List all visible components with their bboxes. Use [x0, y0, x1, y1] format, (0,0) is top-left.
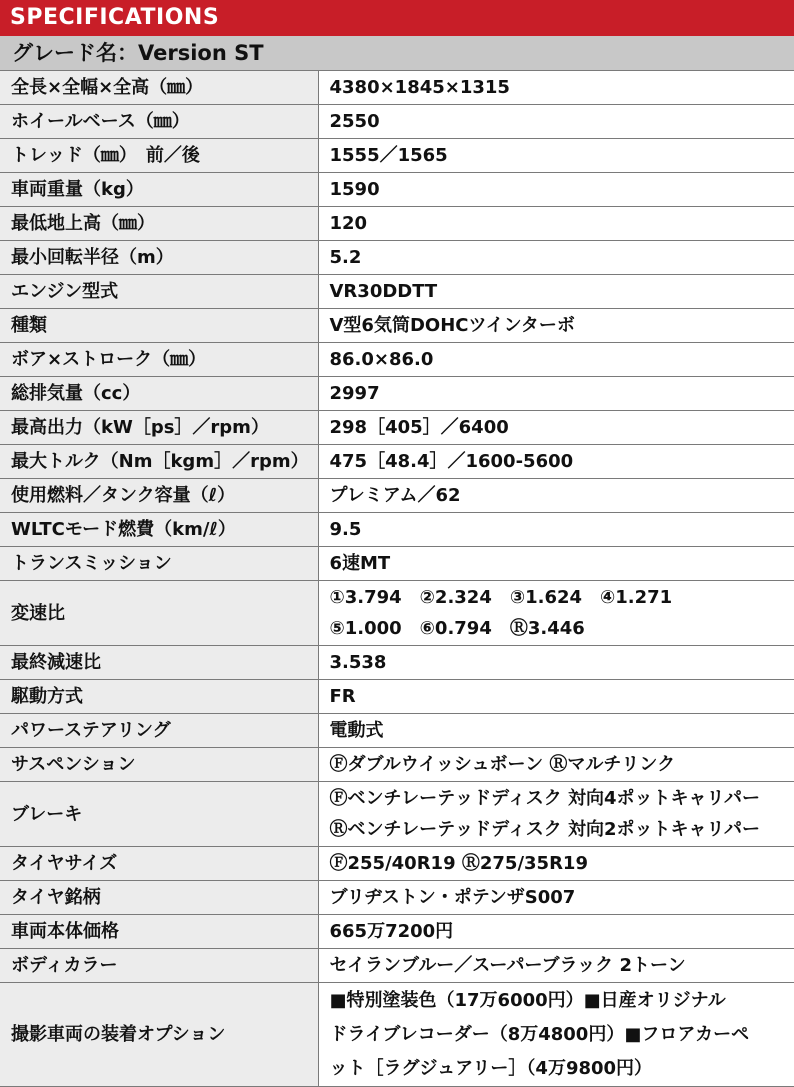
- spec-label: 総排気量（cc）: [0, 377, 318, 411]
- spec-label: 車両重量（kg）: [0, 173, 318, 207]
- spec-row: [0, 646, 794, 680]
- spec-value-line: ⑤1.000 ⑥0.794 Ⓡ3.446: [330, 613, 794, 644]
- spec-value-line: 475［48.4］／1600-5600: [330, 445, 794, 478]
- spec-label: 駆動方式: [0, 680, 318, 714]
- spec-value-line: 5.2: [330, 241, 794, 274]
- spec-value-line: Ⓕベンチレーテッドディスク 対向4ポットキャリパー: [330, 783, 794, 814]
- spec-label: 最終減速比: [0, 646, 318, 680]
- section-header: SPECIFICATIONS: [0, 0, 794, 36]
- spec-label: 使用燃料／タンク容量（ℓ）: [0, 479, 318, 513]
- spec-row: [0, 680, 794, 714]
- spec-value: [318, 714, 794, 748]
- spec-row: [0, 207, 794, 241]
- spec-row: [0, 581, 794, 646]
- spec-row: [0, 782, 794, 847]
- spec-row: [0, 343, 794, 377]
- spec-value-line: 120: [330, 207, 794, 240]
- spec-value: [318, 949, 794, 983]
- spec-row: [0, 513, 794, 547]
- spec-value: [318, 445, 794, 479]
- spec-value: [318, 411, 794, 445]
- spec-label: パワーステアリング: [0, 714, 318, 748]
- spec-label: エンジン型式: [0, 275, 318, 309]
- spec-value: [318, 309, 794, 343]
- spec-value-line: 4380×1845×1315: [330, 71, 794, 104]
- spec-value: [318, 207, 794, 241]
- spec-row: [0, 748, 794, 782]
- spec-label: ブレーキ: [0, 782, 318, 847]
- spec-value-line: ブリヂストン・ポテンザS007: [330, 881, 794, 914]
- spec-table: [0, 71, 794, 1087]
- spec-row: [0, 847, 794, 881]
- spec-row: [0, 377, 794, 411]
- spec-value: [318, 782, 794, 847]
- spec-value: [318, 547, 794, 581]
- spec-value: [318, 847, 794, 881]
- spec-value-line: 2550: [330, 105, 794, 138]
- spec-label: 最低地上高（㎜）: [0, 207, 318, 241]
- spec-row: [0, 173, 794, 207]
- spec-label: ボディカラー: [0, 949, 318, 983]
- spec-value-line: ■特別塗装色（17万6000円）■日産オリジナル: [330, 984, 794, 1018]
- spec-label: ボア×ストローク（㎜）: [0, 343, 318, 377]
- spec-value-line: 6速MT: [330, 547, 794, 580]
- spec-label: 最高出力（kW［ps］／rpm）: [0, 411, 318, 445]
- spec-row: [0, 411, 794, 445]
- spec-value-line: Ⓡベンチレーテッドディスク 対向2ポットキャリパー: [330, 814, 794, 845]
- spec-value: [318, 881, 794, 915]
- spec-value: [318, 915, 794, 949]
- spec-value: [318, 241, 794, 275]
- spec-value: [318, 581, 794, 646]
- spec-value-line: 1555／1565: [330, 139, 794, 172]
- spec-row: [0, 241, 794, 275]
- spec-value-line: 86.0×86.0: [330, 343, 794, 376]
- spec-row: [0, 881, 794, 915]
- spec-value-line: VR30DDTT: [330, 275, 794, 308]
- spec-label: サスペンション: [0, 748, 318, 782]
- spec-label: 最大トルク（Nm［kgm］／rpm）: [0, 445, 318, 479]
- spec-value: [318, 173, 794, 207]
- spec-label: タイヤサイズ: [0, 847, 318, 881]
- spec-row: [0, 71, 794, 105]
- spec-label: 最小回転半径（m）: [0, 241, 318, 275]
- spec-value: [318, 513, 794, 547]
- spec-value: [318, 479, 794, 513]
- spec-value-line: Ⓕ255/40R19 Ⓡ275/35R19: [330, 847, 794, 880]
- spec-label: タイヤ銘柄: [0, 881, 318, 915]
- spec-value-line: 2997: [330, 377, 794, 410]
- spec-row: [0, 915, 794, 949]
- spec-value: [318, 275, 794, 309]
- spec-label: 全長×全幅×全高（㎜）: [0, 71, 318, 105]
- spec-value-line: 電動式: [330, 714, 794, 747]
- spec-value: [318, 748, 794, 782]
- spec-value: [318, 105, 794, 139]
- spec-row: [0, 275, 794, 309]
- spec-value-line: 665万7200円: [330, 915, 794, 948]
- spec-value-line: ①3.794 ②2.324 ③1.624 ④1.271: [330, 582, 794, 613]
- spec-row: [0, 714, 794, 748]
- spec-value-line: V型6気筒DOHCツインターボ: [330, 309, 794, 342]
- spec-value-line: セイランブルー／スーパーブラック 2トーン: [330, 949, 794, 982]
- spec-value: [318, 343, 794, 377]
- spec-value-line: 1590: [330, 173, 794, 206]
- spec-value-line: ドライブレコーダー（8万4800円）■フロアカーペ: [330, 1018, 794, 1052]
- spec-row: [0, 445, 794, 479]
- spec-value-line: 3.538: [330, 646, 794, 679]
- spec-value: [318, 377, 794, 411]
- spec-label: WLTCモード燃費（km/ℓ）: [0, 513, 318, 547]
- spec-value-line: 9.5: [330, 513, 794, 546]
- spec-value: [318, 646, 794, 680]
- spec-row: [0, 949, 794, 983]
- spec-label: 車両本体価格: [0, 915, 318, 949]
- spec-value: [318, 71, 794, 105]
- spec-value: [318, 139, 794, 173]
- spec-value-line: Ⓕダブルウイッシュボーン Ⓡマルチリンク: [330, 748, 794, 781]
- spec-label: 変速比: [0, 581, 318, 646]
- spec-row: [0, 479, 794, 513]
- spec-label: 撮影車両の装着オプション: [0, 983, 318, 1087]
- spec-value: [318, 680, 794, 714]
- grade-title: グレード名：Version ST: [0, 36, 794, 71]
- spec-label: 種類: [0, 309, 318, 343]
- spec-row: [0, 139, 794, 173]
- spec-value-line: プレミアム／62: [330, 479, 794, 512]
- spec-value-line: ット［ラグジュアリー］（4万9800円）: [330, 1052, 794, 1086]
- spec-label: ホイールベース（㎜）: [0, 105, 318, 139]
- spec-value-line: FR: [330, 680, 794, 713]
- spec-row: [0, 309, 794, 343]
- spec-label: トランスミッション: [0, 547, 318, 581]
- spec-row: [0, 547, 794, 581]
- spec-value-line: 298［405］／6400: [330, 411, 794, 444]
- spec-label: トレッド（㎜） 前／後: [0, 139, 318, 173]
- spec-row: [0, 105, 794, 139]
